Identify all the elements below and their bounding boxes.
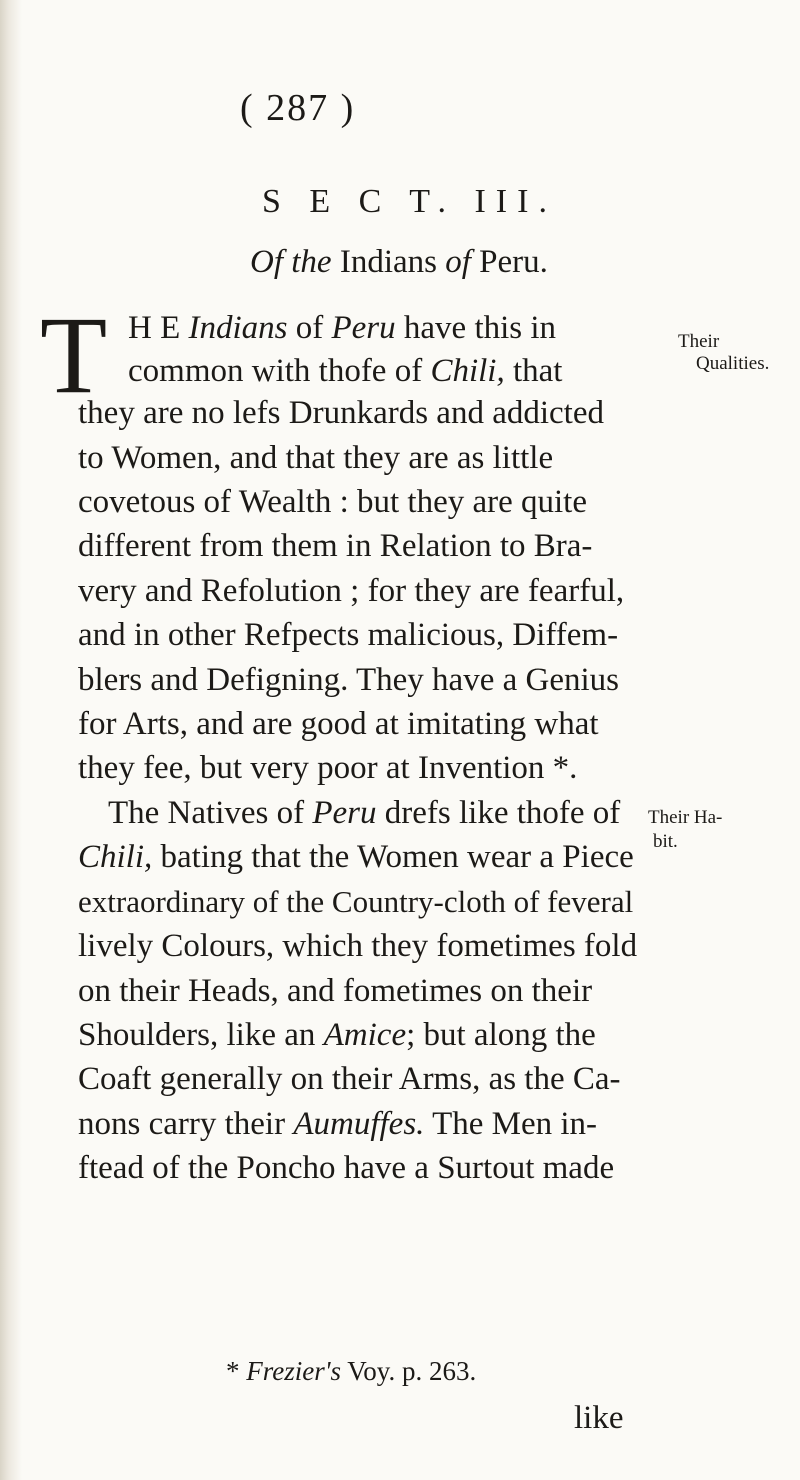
catchword: like bbox=[574, 1400, 624, 1436]
margin-note-their: Their bbox=[678, 331, 720, 352]
text-run-italic: Indians bbox=[188, 310, 288, 346]
body-line-9: blers and Defigning. They have a Genius bbox=[78, 662, 619, 698]
body-line-11: they fee, but very poor at Invention *. bbox=[78, 750, 578, 786]
body-line-16: on their Heads, and fometimes on their bbox=[78, 973, 593, 1009]
body-line-10: for Arts, and are good at imitating what bbox=[78, 706, 599, 742]
subtitle-the: the bbox=[291, 244, 332, 280]
subtitle-of-2: of bbox=[445, 244, 471, 280]
text-run-italic: Chili, bbox=[430, 353, 505, 389]
body-line-17 bbox=[78, 1019, 596, 1052]
text-run: H E bbox=[128, 310, 181, 346]
footnote bbox=[226, 1356, 476, 1387]
body-line-14: extraordinary of the Country-cloth of feveral bbox=[78, 884, 634, 919]
text-run: Shoulders, like an bbox=[78, 1017, 316, 1053]
margin-note-their-habit: Their Ha- bbox=[648, 807, 723, 828]
body-line-3: they are no lefs Drunkards and addicted bbox=[78, 395, 604, 431]
body-line-20: ftead of the Poncho have a Surtout made bbox=[78, 1150, 615, 1186]
body-line-6: different from them in Relation to Bra- bbox=[78, 528, 593, 564]
body-line-7: very and Refolution ; for they are fearful, bbox=[78, 573, 625, 609]
body-line-18: Coaft generally on their Arms, as the Ca- bbox=[78, 1061, 621, 1097]
body-line-13 bbox=[78, 841, 634, 874]
footnote-author: Frezier's bbox=[246, 1356, 342, 1386]
body-line-5: covetous of Wealth : but they are quite bbox=[78, 484, 588, 520]
text-run-italic: Chili, bbox=[78, 839, 153, 875]
page-gutter-shadow bbox=[0, 0, 22, 1480]
body-line-12 bbox=[108, 797, 620, 830]
text-run: The Natives of bbox=[108, 795, 305, 831]
footnote-marker: * bbox=[226, 1356, 240, 1386]
text-run-italic: Amice bbox=[323, 1017, 407, 1053]
drop-cap: T bbox=[40, 294, 108, 416]
text-run: The Men in- bbox=[432, 1106, 598, 1142]
text-run: common with thofe of bbox=[128, 353, 423, 389]
margin-note-qualities: Qualities. bbox=[696, 353, 770, 374]
body-line-19 bbox=[78, 1108, 597, 1141]
section-heading: S E C T. III. bbox=[262, 183, 557, 220]
body-line-8: and in other Refpects malicious, Diffem- bbox=[78, 617, 619, 653]
text-run: have this in bbox=[403, 310, 557, 346]
page-number: ( 287 ) bbox=[240, 87, 356, 129]
text-run: that bbox=[512, 353, 563, 389]
text-run: of bbox=[295, 310, 324, 346]
text-run: nons carry their bbox=[78, 1106, 286, 1142]
body-line-4: to Women, and that they are as little bbox=[78, 440, 554, 476]
text-run-italic: Aumuffes. bbox=[293, 1106, 425, 1142]
subtitle-indians: Indians bbox=[339, 244, 437, 280]
body-line-15: lively Colours, which they fometimes fold bbox=[78, 928, 638, 964]
text-run-italic: Peru bbox=[331, 310, 396, 346]
text-run-italic: Peru bbox=[312, 795, 377, 831]
subtitle-of: Of bbox=[250, 244, 283, 280]
subtitle-peru: Peru. bbox=[479, 244, 548, 280]
footnote-reference: Voy. p. 263. bbox=[347, 1356, 477, 1386]
body-line-1 bbox=[128, 312, 556, 345]
text-run: drefs like thofe of bbox=[384, 795, 621, 831]
text-run: ; but along the bbox=[406, 1017, 596, 1053]
section-subtitle bbox=[250, 244, 548, 281]
body-line-2 bbox=[128, 355, 562, 388]
text-run: bating that the Women wear a Piece bbox=[160, 839, 634, 875]
margin-note-bit: bit. bbox=[653, 831, 678, 852]
